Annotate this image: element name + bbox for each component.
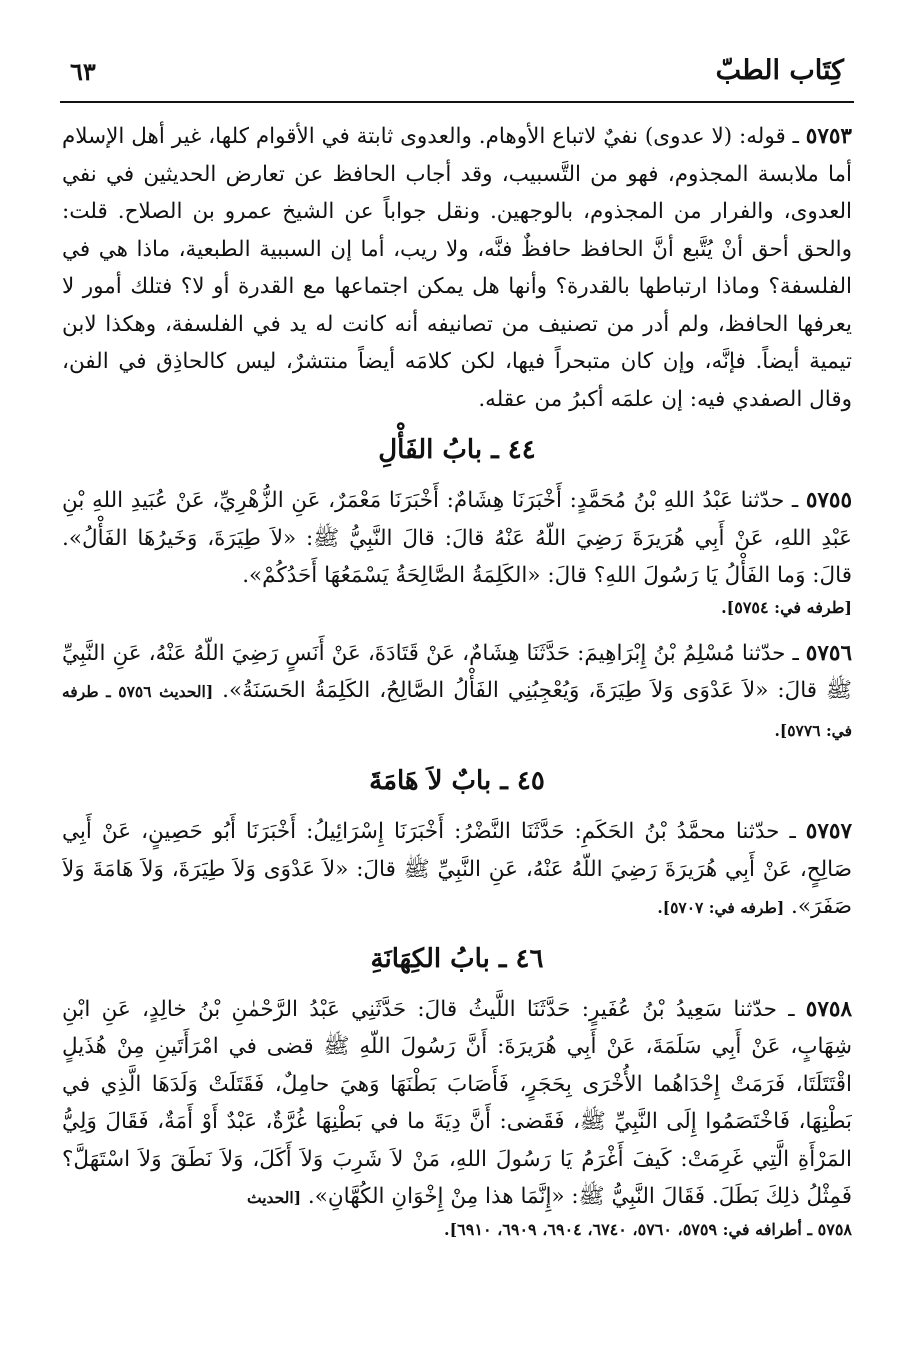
hadith-text: ـ حدّثنا عَبْدُ اللهِ بْنُ مُحَمَّدٍ: أَخْبَرَنَا هِشَامٌ: أَخْبَرَنَا مَعْمَرٌ، عَنِ الزُّهْرِيِّ، عَنْ عُبَيدِ اللهِ بْنِ عَبْدِ اللهِ، عَنْ أَبِي هُرَيرَةَ رَضِيَ اللّهُ عَنْهُ قالَ: قالَ النَّبِيُّ ﷺ: «لاَ طِيَرَةَ، وَخَيرُهَا الفَأْلُ». قالَ: وَما الفَأْلُ يَا رَسُولَ اللهِ؟ قالَ: «الكَلِمَةُ الصَّالِحَةُ يَسْمَعُهَا أَحَدُكُمْ».: [62, 488, 852, 588]
hadith-reference: [طرفه في: ٥٧٥٤].: [721, 597, 852, 617]
hadith-text: ـ حدّثنا مُسْلِمُ بْنُ إِبْرَاهِيمَ: حَدَّثَنَا هِشَامٌ، عَنْ قَتَادَةَ، عَنْ أَنَسٍ رَضِيَ اللّهُ عَنْهُ، عَنِ النَّبِيِّ ﷺ قالَ: «لاَ عَدْوَى وَلاَ طِيَرَةَ، وَيُعْجِبُنِي الفَأْلُ الصَّالِحُ، الكَلِمَةُ الحَسَنَةُ».: [62, 640, 852, 703]
hadith-5756: [62, 635, 852, 750]
hadith-number: ٥٧٥٥: [805, 488, 852, 513]
hadith-reference: [الحديث ٥٧٥٦ ـ طرفه في: ٥٧٧٦].: [62, 682, 852, 740]
page-body: [62, 118, 852, 1354]
commentary-5753: [62, 118, 852, 418]
hadith-number: ٥٧٥٣: [805, 124, 852, 149]
hadith-number: ٥٧٥٨: [805, 996, 852, 1022]
hadith-text: ـ حدّثنا سَعِيدُ بْنُ عُفَيرٍ: حَدَّثَنَا اللَّيثُ قالَ: حَدَّثَنِي عَبْدُ الرَّحْمٰنِ بْنُ خالِدٍ، عَنِ ابْنِ شِهَابٍ، عَنْ أَبِي سَلَمَةَ، عَنْ أَبِي هُرَيرَةَ: أَنَّ رَسُولَ اللّهِ ﷺ قضى في امْرَأَتَينِ مِنْ هُذَيلٍ اقْتَتَلَتَا، فَرَمَتْ إِحْدَاهُما الأُخْرَى بِحَجَرٍ، فَأَصَابَ بَطْنَهَا وَهيَ حامِلٌ، فَقَتَلَتْ وَلَدَهَا الَّذِي في بَطْنِهَا، فَاخْتَصَمُوا إِلَى النَّبِيِّ ﷺ، فَقَضى: أَنَّ دِيَةَ ما في بَطْنِهَا غُرَّةٌ، عَبْدٌ أَوْ أَمَةٌ، فَقَالَ وَلِيُّ المَرْأَةِ الَّتِي غَرِمَتْ: كَيفَ أَغْرَمُ يَا رَسُولَ اللهِ، مَنْ لاَ شَرِبَ وَلاَ أَكَلَ، وَلاَ نَطَقَ وَلاَ اسْتَهَلَّ؟ فَمِثْلُ ذلِكَ بَطَلَ. فَقَالَ النَّبِيُّ ﷺ: «إِنَّمَا هذا مِنْ إِخْوَانِ الكُهَّانِ».: [62, 996, 852, 1209]
page-number: ٦٣: [70, 57, 96, 86]
header-rule: [60, 101, 854, 103]
page-header: [70, 55, 844, 97]
chapter-heading-44: ٤٤ ـ بابُ الفَأْلِ: [378, 435, 536, 465]
spacer: [62, 625, 852, 635]
hadith-reference: [طرفه في: ٥٧٠٧].: [657, 898, 785, 917]
chapter-heading-46: ٤٦ ـ بابُ الكِهَانَةِ: [370, 943, 544, 974]
commentary-text: ـ قوله: (لا عدوى) نفيٌ لاتباع الأوهام. والعدوى ثابتة في الأقوام كلها، غير أهل الإسلام أما ملابسة المجذوم، فهو من التَّسبيب، وقد أجاب الحافظ عن تعارض الحديثين في نفي العدوى، والفرار من المجذوم، بالوجهين. ونقل جواباً عن الشيخ عمرو بن الصلاح. قلت: والحق أحق أنْ يُتَّبع أنَّ الحافظ حافظٌ فنَّه، ولا ريب، أما إن السببية الطبعية، ماذا هي في الفلسفة؟ وماذا ارتباطها بالقدرة؟ وأنها هل يمكن اجتماعها مع القدرة أو لا؟ فتلك أمور لا يعرفها الحافظ، ولم أدر من تصنيف من تصانيفه أنه كانت له يد في الفلسفة، وهكذا لابن تيمية أيضاً. فإنَّه، وإن كان متبحراً فيها، لكن كلامَه أيضاً منتشرٌ، ليس كالحاذِق في الفن، وقال الصفدي فيه: إن علمَه أكبرُ من عقله.: [62, 124, 852, 412]
hadith-5758: [62, 991, 852, 1217]
chapter-heading-45: ٤٥ ـ بابٌ لاَ هَامَةَ: [369, 766, 545, 796]
hadith-5755: [62, 482, 852, 595]
hadith-number: ٥٧٥٧: [805, 819, 852, 844]
hadith-reference-open: [الحديث: [247, 1188, 302, 1207]
hadith-number: ٥٧٥٦: [805, 640, 852, 666]
hadith-5757: [62, 813, 852, 927]
hadith-text: ـ حدّثنا محمَّدُ بْنُ الحَكَمِ: حَدَّثَنَا النَّضْرُ: أَخْبَرَنَا إِسْرَائِيلُ: أَخْبَرَنَا أَبُو حَصِينٍ، عَنْ أَبِي صَالِحٍ، عَنْ أَبِي هُرَيرَةَ رَضِيَ اللّهُ عَنْهُ، عَنِ النَّبِيِّ ﷺ قالَ: «لاَ عَدْوَى وَلاَ طِيَرَةَ، وَلاَ هَامَةَ وَلاَ صَفَرَ».: [62, 819, 852, 919]
book-title: كِتَاب الطبّ: [715, 55, 844, 86]
hadith-reference: ٥٧٥٨ ـ أطرافه في: ٥٧٥٩، ٥٧٦٠، ٦٧٤٠، ٦٩٠٤، ٦٩٠٩، ٦٩١٠].: [444, 1219, 852, 1239]
